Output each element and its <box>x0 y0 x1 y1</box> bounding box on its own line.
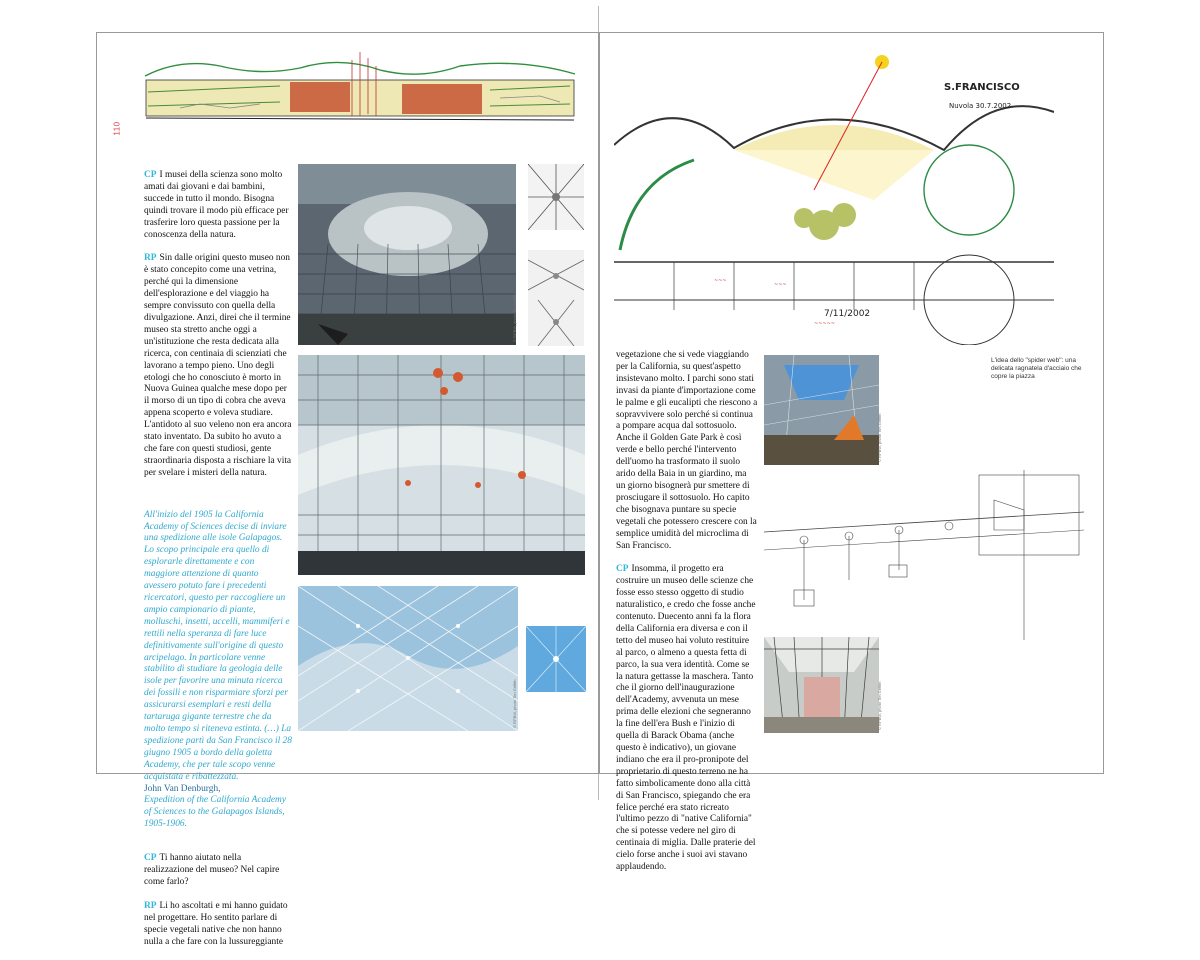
paragraph-continued <box>616 350 758 552</box>
sketch-date: Nuvola 30.7.2002 <box>949 102 1012 110</box>
photo-dome-construction <box>298 164 516 345</box>
sketch-elevation <box>140 46 580 132</box>
speaker-label: CP <box>144 853 157 864</box>
page-number-left: 110 <box>112 121 122 136</box>
photo-canopy-glass <box>298 355 585 575</box>
speaker-label: RP <box>144 900 157 911</box>
paragraph-text: Li ho ascoltati e mi hanno guidato nel progettare. Ho sentito parlare di specie vegetali native che non hanno nulla a che fare con la lussureggiante <box>144 900 288 947</box>
paragraph-rp-1 <box>144 253 292 479</box>
left-text-column <box>144 170 292 960</box>
sketch-section <box>614 50 1054 345</box>
photo-canopy-opening <box>764 355 879 465</box>
svg-text:~~~~~: ~~~~~ <box>814 321 835 327</box>
technical-drawing-node <box>764 470 1084 640</box>
quote-text: All'inizio del 1905 la California Academy of Sciences decise di inviare una spedizione alle isole Galapagos. Lo scopo principale era quello di esplorarle direttamente e con maggiore attenzione di quanto avessero potuto fare i precedenti ricercatori, questo per raccogliere un ampio campionario di piante, molluschi, insetti, uccelli, mammiferi e rettili nella speranza di fare luce definitivamente sull'origine di questo arcipelago. In particolare venne stabilito di studiare la geologia delle isole per favorire una minuta ricerca dei fossili e non risparmiare sforzi per assicurarsi esemplari e resti della tartaruga gigante terrestre che da molto tempo si riteneva estinta. (…) La spedizione partì da San Francisco il 28 giugno 1905 a bordo della goletta Academy, che per tale scopo venne acquistata e ribattezzata. <box>144 509 292 782</box>
quote-block <box>144 510 292 831</box>
photo-credit: © RPBW, photo Tim Griffith <box>877 681 882 730</box>
paragraph-text: Insomma, il progetto era costruire un museo delle scienze che fosse esso stesso oggetto di studio naturalistico, e credo che fosse anche contenuto. Duecento anni fa la flora della California era diversa e con il tetto del museo hai voluto restituire al parco, o almeno a questa fetta di parco, la sua vera identità. Come se la natura gettasse la maschera. Tanto che il giorno dell'inaugurazione dell'Academy, avvenuta un mese prima delle elezioni che segneranno la fine dell'era Bush e l'inizio di quella di Barack Obama (anche questo è indicativo), un giovane indiano che era il pro-pronipote del proprietario di questo terreno ne ha fatto simbolicamente dono alla città di San Francisco, spiegando che era felice perché era stato ricreato l'ultimo pezzo di "native California" che si potesse vedere nel giro di centinaia di miglia. Dalle praterie del cielo forse anche i suoi avi stavano applaudendo. <box>616 564 756 873</box>
sketch-date-2: 7/11/2002 <box>824 309 871 319</box>
photo-caption: L'idea dello "spider web": una delicata ragnatela d'acciaio che copre la piazza <box>991 357 1082 380</box>
photo-spider-web-roof <box>298 586 518 731</box>
paragraph-cp-2 <box>144 853 292 889</box>
svg-text:~~~: ~~~ <box>774 282 787 288</box>
paragraph-cp-3 <box>616 564 758 874</box>
paragraph-text: Sin dalle origini questo museo non è stato concepito come una vetrina, perché qui la dimensione dell'esplorazione e del viaggio ha sempre convissuto con quella della divulgazione. Anzi, direi che il termine museo sta stretto anche oggi a un'istituzione che resta dedicata alla ricerca, con centinaia di scienziati che lavorano a tempo pieno. Uno degli etologi che ho conosciuto è morto in Nuova Guinea qualche mese dopo per il morso di un tipo di cobra che aveva appena scoperto e voleva studiare. L'antidoto al suo veleno non era ancora stato inventato. Da subito ho avuto a che fare con questi studiosi, gente straordinaria disposta a rischiare la vita per svelare i misteri della natura. <box>144 253 292 478</box>
paragraph-cp-1 <box>144 170 292 241</box>
photo-node-detail-1 <box>528 164 584 230</box>
photo-credit: © RPBW, photo Tim Griffith <box>512 293 517 342</box>
speaker-label: CP <box>616 564 629 575</box>
paragraph-rp-2 <box>144 901 292 949</box>
paragraph-text: I musei della scienza sono molto amati dai giovani e dai bambini, succede in tutto il mondo. Bisogna quindi trovare il modo più efficace per trasferire loro questa passione per la conoscenza della natura. <box>144 170 289 240</box>
photo-credit: © RPBW, photo Tim Griffith <box>877 413 882 462</box>
photo-credit: © RPBW, photo Tim Griffith <box>512 679 517 728</box>
sketch-title: S.FRANCISCO <box>944 82 1020 93</box>
quote-author: John Van Denburgh, <box>144 783 221 794</box>
paragraph-text: vegetazione che si vede viaggiando per la California, su quest'aspetto insistevano molto. I parchi sono stati invasi da piante d'importazione come le palme e gli eucalipti che riescono a sopravvivere solo perché si continua a pompare acqua dal sottosuolo. Anche il Golden Gate Park è così verde e bello perché l'intervento dell'uomo ha trasformato il suolo arido della Baia in un giardino, ma un giorno bisognerà pur smettere di prosciugare il sottosuolo. Ho capito che bisognava puntare su specie vegetali che potessero crescere con la semplice umidità del microclima di San Francisco. <box>616 350 758 551</box>
photo-interior-gallery <box>764 637 879 733</box>
paragraph-text: Ti hanno aiutato nella realizzazione del museo? Nel capire come farlo? <box>144 853 280 887</box>
svg-text:~~~: ~~~ <box>714 278 727 284</box>
photo-node-detail-2 <box>528 250 584 346</box>
photo-sky-detail <box>526 626 586 692</box>
speaker-label: RP <box>144 253 157 264</box>
quote-source: Expedition of the California Academy of Sciences to the Galapagos Islands, 1905-1906. <box>144 795 286 830</box>
speaker-label: CP <box>144 170 157 180</box>
